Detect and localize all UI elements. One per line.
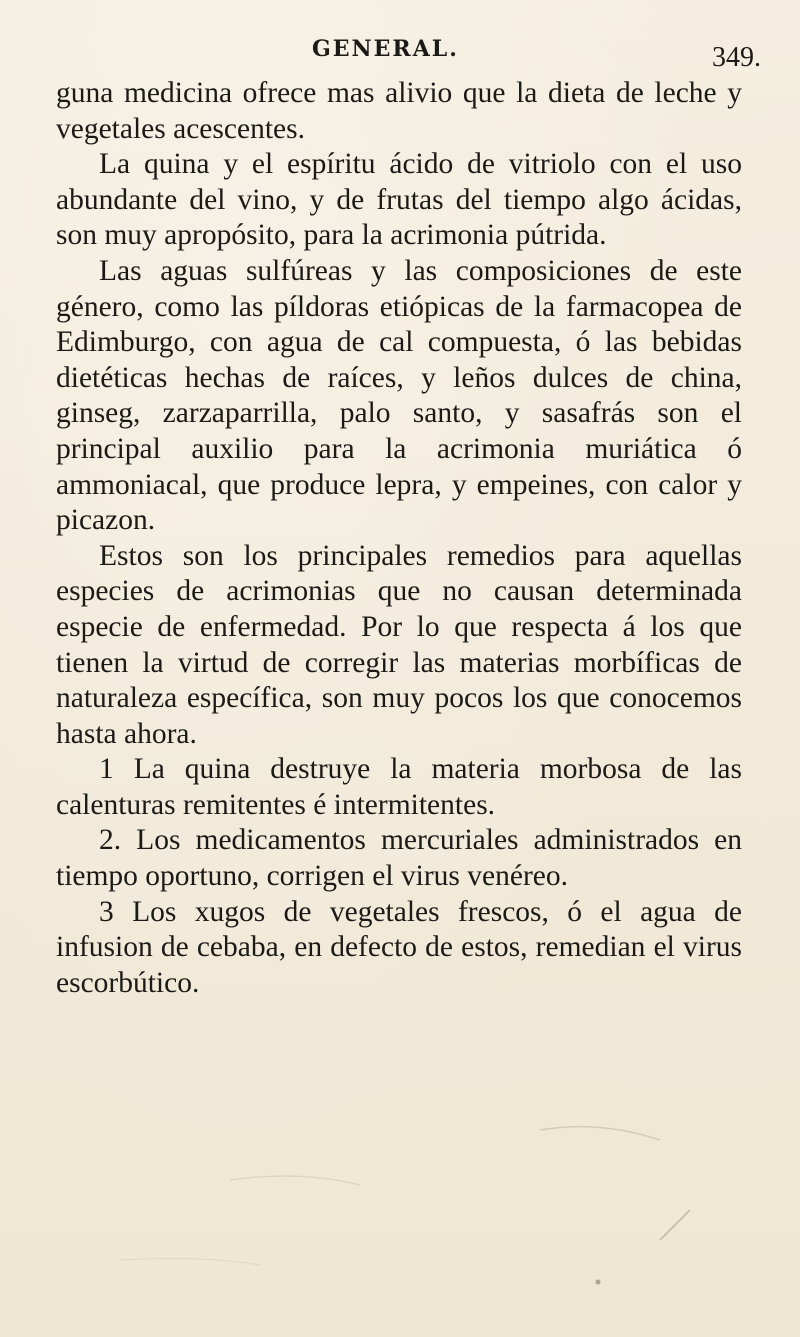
paragraph-continuation: guna medicina ofrece mas alivio que la dieta de leche y vegetales acescentes. [56, 77, 742, 145]
paragraph-quina-vitriolo: La quina y el espíritu ácido de vitriolo con el uso abundante del vino, y de frutas del tiempo algo ácidas, son muy apropósito, para la acrimonia pútrida. [56, 148, 742, 252]
page-number: 349. [712, 42, 761, 73]
paragraph-principales-remedios: Estos son los principales remedios para aquellas especies de acrimonias que no causan determinada especie de enfermedad. Por lo que respecta á los que tienen la virtud de corregir las materias morbíficas de naturaleza específica, son muy pocos los que conocemos hasta ahora. [56, 539, 742, 750]
body-text [56, 76, 742, 1001]
page-header [0, 36, 800, 76]
show-through-marks [0, 1060, 800, 1337]
paragraph-aguas-sulfureas: Las aguas sulfúreas y las composiciones de este género, como las píldoras etiópicas de la farmacopea de Edimburgo, con agua de cal compuesta, ó las bebidas dietéticas hechas de raíces, y leños dulces de china, ginseg, zarzaparrilla, palo santo, y sasafrás son el principal auxilio para la acrimonia muriática ó ammoniacal, que produce lepra, y empeines, con calor y picazon. [56, 254, 742, 537]
list-item-mercuriales: 2. Los medicamentos mercuriales administrados en tiempo oportuno, corrigen el virus venéreo. [56, 824, 742, 893]
list-item-xugos: 3 Los xugos de vegetales frescos, ó el agua de infusion de cebaba, en defecto de estos, remedian el virus escorbútico. [56, 895, 742, 999]
running-head: GENERAL. [312, 36, 459, 62]
list-item-quina: 1 La quina destruye la materia morbosa de las calenturas remitentes é intermitentes. [56, 753, 742, 821]
